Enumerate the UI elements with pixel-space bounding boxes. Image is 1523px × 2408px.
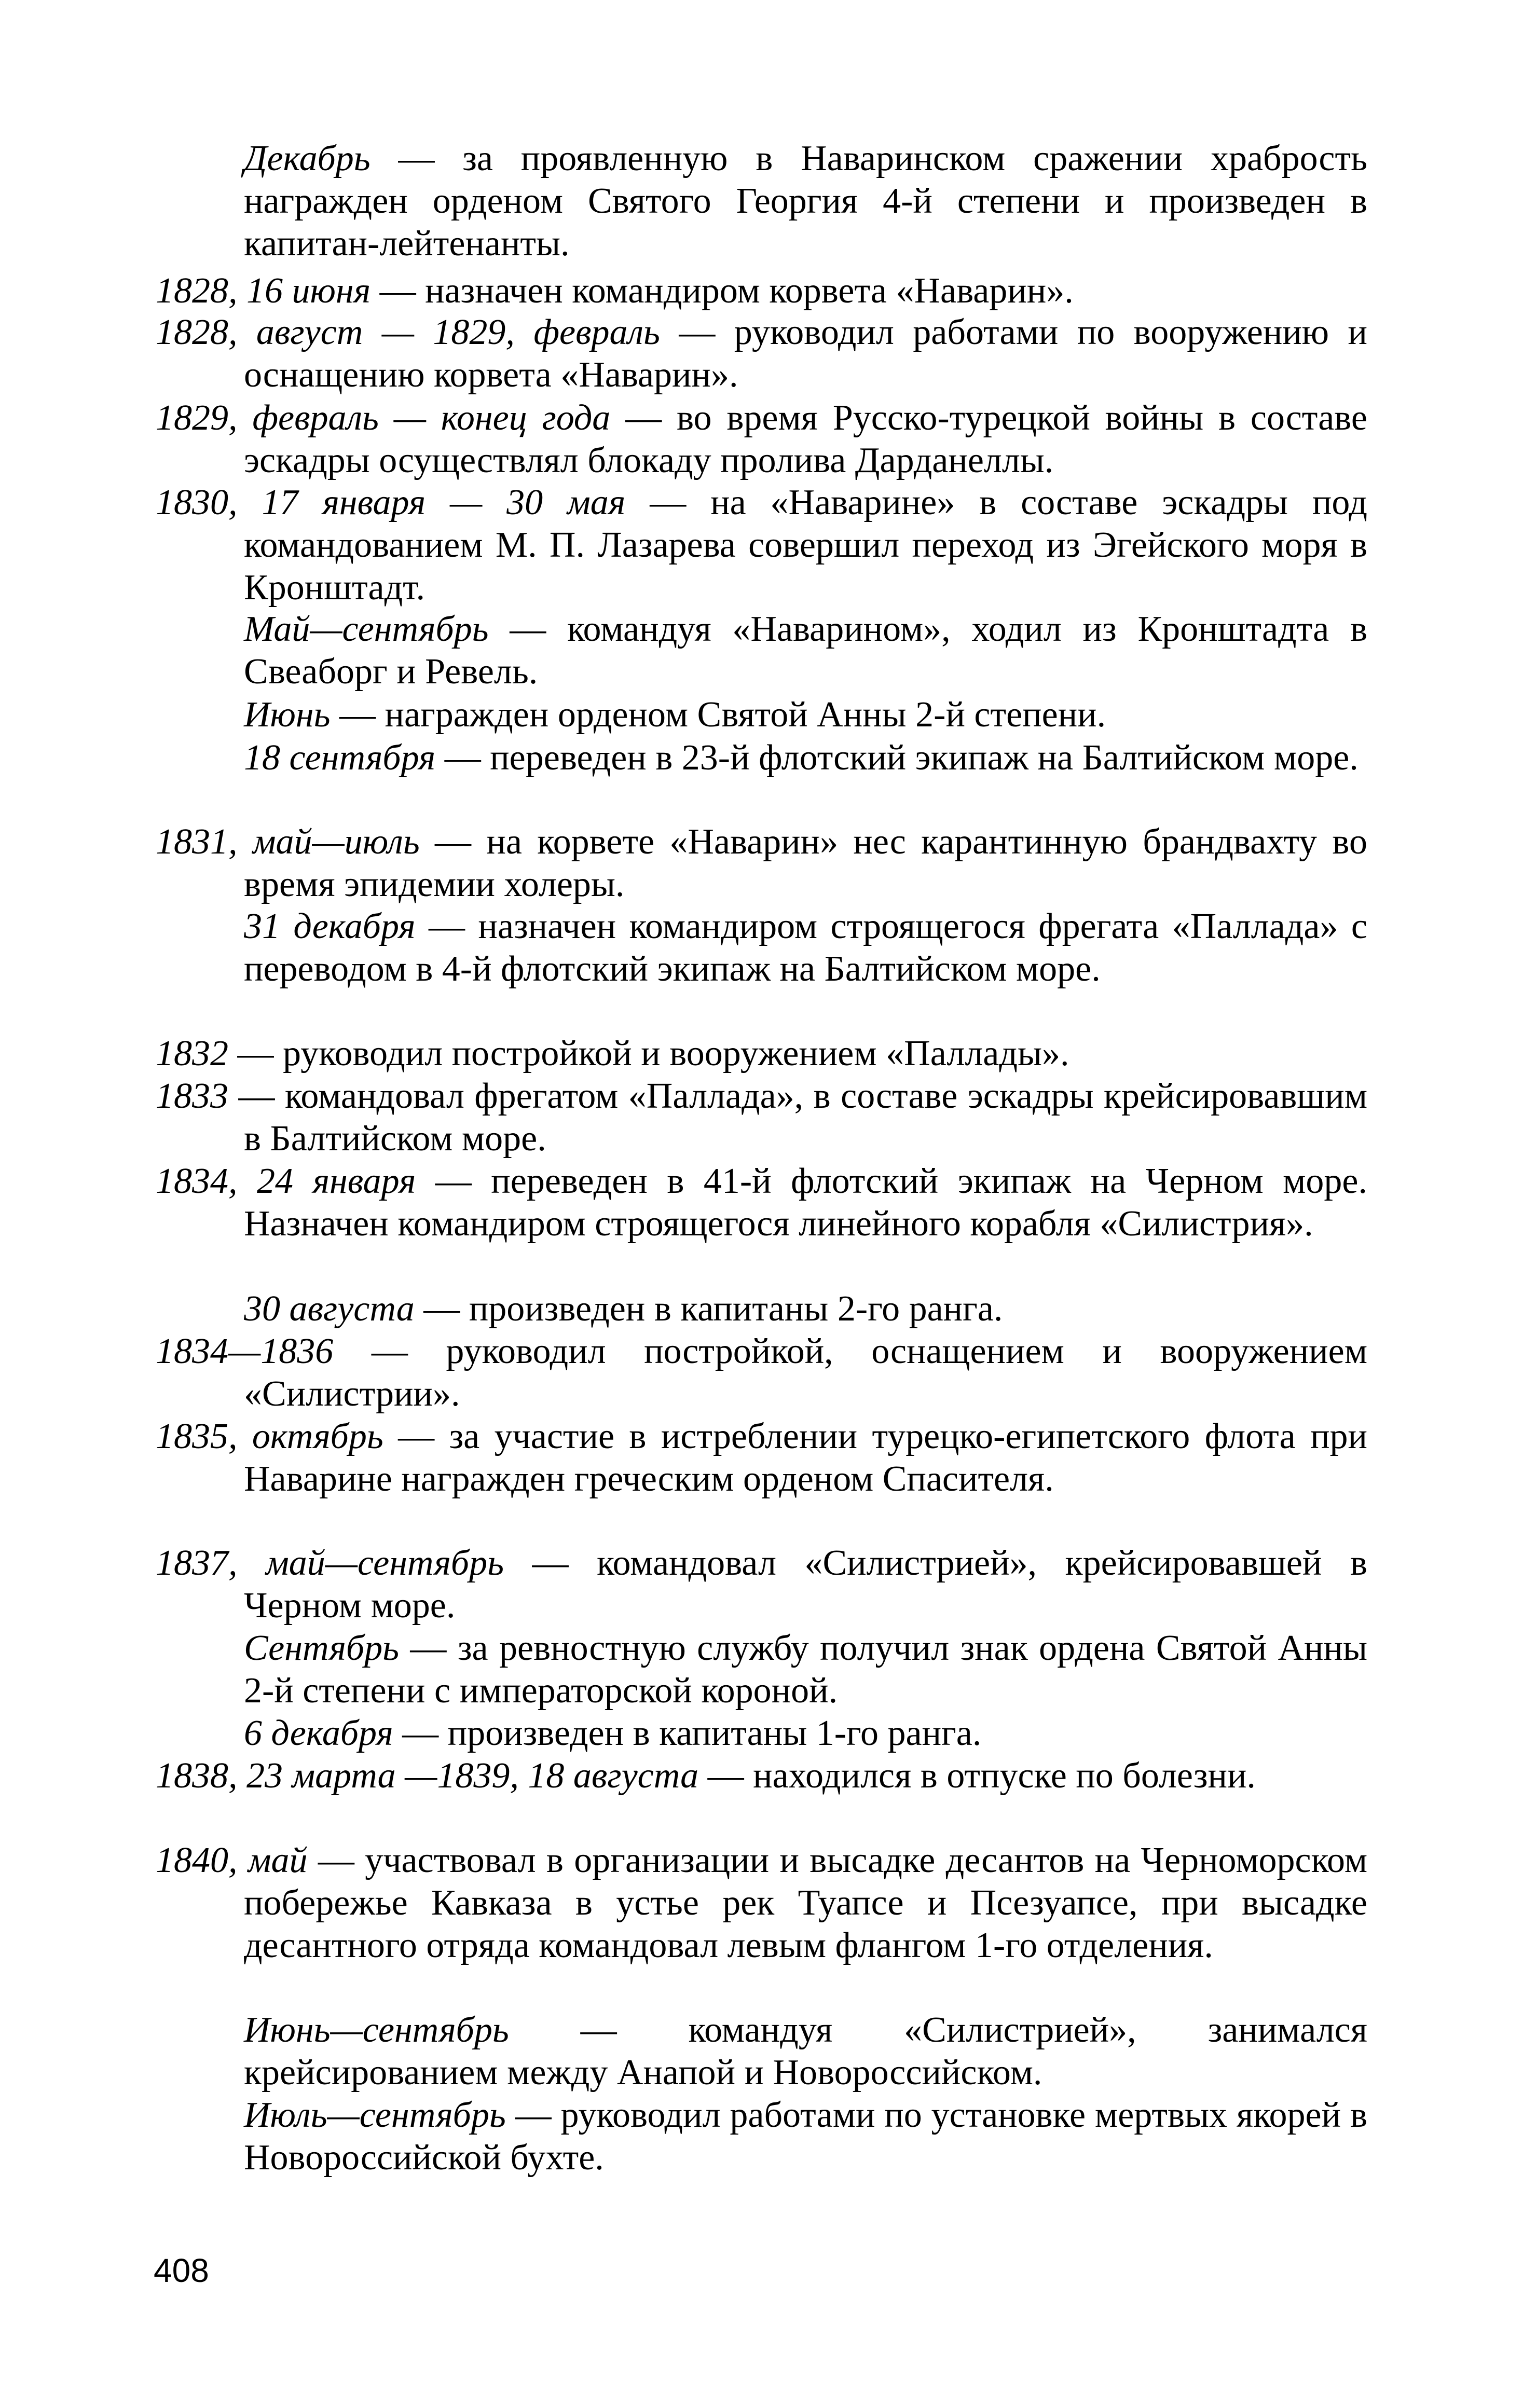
- entry-text: — произведен в капитаны 2-го ранга.: [414, 1289, 1003, 1329]
- entry-1832: [156, 1033, 1367, 1075]
- entry-1830-june: [244, 694, 1367, 736]
- entry-date: 1837, май—сентябрь: [156, 1543, 504, 1583]
- entry-text: — за проявленную в Наваринском сражении храбрость награжден орденом Святого Георгия 4-й степени и произведен в капитан-лейтенанты.: [244, 139, 1367, 264]
- entry-date: 31 декабря: [244, 906, 416, 946]
- entry-text: — командовал фрегатом «Паллада», в составе эскадры крейсировавшим в Балтийском море.: [228, 1076, 1367, 1159]
- entry-date: 1840, май: [156, 1840, 308, 1880]
- entry-text: — переведен в 23-й флотский экипаж на Балтийском море.: [435, 738, 1359, 778]
- entry-text: — командовал «Силистрией», крейсировавшей в Черном море.: [244, 1543, 1367, 1626]
- entry-text: — за участие в истреблении турецко-египетского флота при Наварине награжден греческим орденом Спасителя.: [244, 1416, 1368, 1499]
- entry-text: — за ревностную службу получил знак ордена Святой Анны 2-й степени с императорской короной.: [244, 1628, 1367, 1711]
- entry-text: — на «Наварине» в составе эскадры под командованием М. П. Лазарева совершил переход из Эгейского моря в Кронштадт.: [244, 483, 1367, 608]
- entry-text: — руководил постройкой, оснащением и вооружением «Силистрии».: [244, 1331, 1367, 1414]
- entry-1837-december: [244, 1712, 1367, 1755]
- entry-1840-july-september: [244, 2094, 1367, 2179]
- entry-date: 1831, май—июль: [156, 822, 420, 862]
- entry-date: Июнь—сентябрь: [244, 2010, 509, 2050]
- entry-date: 1834—1836: [156, 1331, 334, 1371]
- entry-date: Июнь: [244, 695, 331, 735]
- entry-1834-january: [156, 1160, 1367, 1245]
- entry-date: Сентябрь: [244, 1628, 399, 1668]
- entry-date: 1833: [156, 1076, 228, 1116]
- entry-date: Июль—сентябрь: [244, 2095, 506, 2135]
- entry-text: — командуя «Наварином», ходил из Кронштадта в Свеаборг и Ревель.: [244, 609, 1367, 692]
- entry-text: — руководил работами по вооружению и оснащению корвета «Наварин».: [244, 312, 1367, 395]
- entry-1830-may-september: [244, 608, 1367, 693]
- entry-date: 1832: [156, 1034, 228, 1074]
- entry-text: — переведен в 41-й флотский экипаж на Черном море. Назначен командиром строящегося линейного корабля «Силистрия».: [244, 1161, 1367, 1244]
- entry-date: Май—сентябрь: [244, 609, 489, 649]
- entry-text: — находился в отпуске по болезни.: [698, 1756, 1256, 1796]
- entry-1837-september: [244, 1627, 1367, 1712]
- entry-text: — произведен в капитаны 1-го ранга.: [393, 1713, 982, 1753]
- entry-1838-1839: [156, 1755, 1367, 1797]
- entry-date: 30 августа: [244, 1289, 415, 1329]
- entry-1830-january: [156, 481, 1367, 609]
- entry-1831-december: [244, 905, 1367, 990]
- entry-date: 1830, 17 января — 30 мая: [156, 483, 626, 522]
- entry-1830-september: [244, 737, 1367, 779]
- entry-1828-june: [156, 270, 1367, 312]
- entry-text: — руководил работами по установке мертвых якорей в Новороссийской бухте.: [244, 2095, 1367, 2178]
- entry-1828-august: [156, 311, 1367, 396]
- entry-text: — на корвете «Наварин» нес карантинную брандвахту во время эпидемии холеры.: [244, 822, 1368, 904]
- entry-1833: [156, 1075, 1367, 1160]
- entry-date: 1834, 24 января: [156, 1161, 416, 1201]
- entry-text: — командуя «Силистрией», занимался крейсированием между Анапой и Новороссийском.: [244, 2010, 1367, 2093]
- entry-text: — назначен командиром строящегося фрегата «Паллада» с переводом в 4-й флотский экипаж на Балтийском море.: [244, 906, 1367, 989]
- page-number: 408: [154, 2252, 209, 2289]
- entry-text: — назначен командиром корвета «Наварин».: [371, 271, 1074, 311]
- entry-1834-1836: [156, 1330, 1367, 1415]
- entry-text: — участвовал в организации и высадке десантов на Черноморском побережье Кавказа в устье рек Туапсе и Псезуапсе, при высадке десантного отряда командовал левым флангом 1-го отделения.: [244, 1840, 1367, 1965]
- entry-date: Декабрь: [244, 139, 371, 178]
- entry-date: 1838, 23 марта —1839, 18 августа: [156, 1756, 699, 1796]
- entry-date: 1828, август — 1829, февраль: [156, 312, 660, 352]
- entry-1840-june-september: [244, 2009, 1367, 2094]
- entry-1827-december: [244, 137, 1367, 265]
- entry-text: — во время Русско-турецкой войны в составе эскадры осуществлял блокаду пролива Дарданеллы.: [244, 398, 1367, 480]
- entry-1837-may-september: [156, 1542, 1367, 1627]
- entry-date: 1835, октябрь: [156, 1416, 383, 1456]
- entry-date: 18 сентября: [244, 738, 436, 778]
- entry-1829-february: [156, 397, 1367, 482]
- entry-1840-may: [156, 1839, 1367, 1967]
- entry-date: 1828, 16 июня: [156, 271, 371, 311]
- entry-1835-october: [156, 1415, 1367, 1501]
- entry-date: 1829, февраль — конец года: [156, 398, 611, 438]
- entry-text: — награжден орденом Святой Анны 2-й степени.: [330, 695, 1106, 735]
- entry-1834-august: [244, 1288, 1367, 1330]
- entry-date: 6 декабря: [244, 1713, 393, 1753]
- entry-1831-may-july: [156, 821, 1367, 906]
- entry-text: — руководил постройкой и вооружением «Паллады».: [228, 1034, 1069, 1074]
